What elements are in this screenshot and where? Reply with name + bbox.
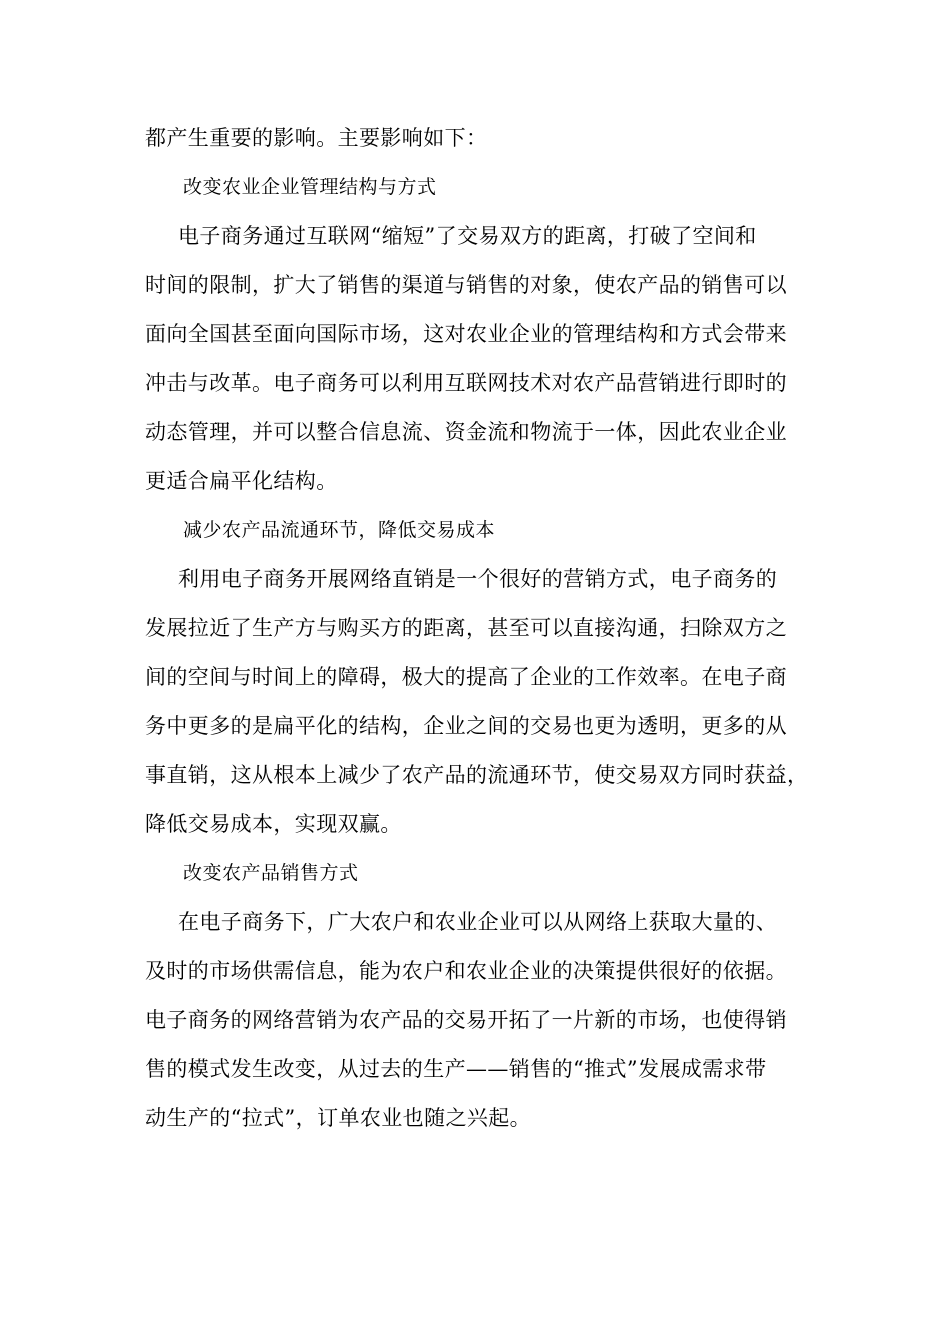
text-line: 电子商务的网络营销为农产品的交易开拓了一片新的市场，也使得销 — [145, 1008, 787, 1032]
section-heading: 改变农产品销售方式 — [183, 862, 359, 884]
text-line: 及时的市场供需信息，能为农户和农业企业的决策提供很好的依据。 — [145, 959, 787, 983]
text-line: 都产生重要的影响。主要影响如下： — [145, 126, 488, 150]
document-page — [145, 114, 810, 1143]
text-line: 务中更多的是扁平化的结构，企业之间的交易也更为透明，更多的从 — [145, 714, 787, 738]
text-line: 事直销，这从根本上减少了农产品的流通环节，使交易双方同时获益， — [145, 763, 809, 787]
paragraph-first-line: 在电子商务下，广大农户和农业企业可以从网络上获取大量的、 — [178, 910, 778, 934]
text-line: 降低交易成本，实现双赢。 — [145, 812, 402, 836]
text-line: 售的模式发生改变，从过去的生产——销售的“推式”发展成需求带 — [145, 1057, 767, 1081]
text-line: 动态管理，并可以整合信息流、资金流和物流于一体，因此农业企业 — [145, 420, 787, 444]
section-heading: 改变农业企业管理结构与方式 — [183, 176, 437, 198]
text-line: 间的空间与时间上的障碍，极大的提高了企业的工作效率。在电子商 — [145, 665, 787, 689]
paragraph-first-line: 利用电子商务开展网络直销是一个很好的营销方式，电子商务的 — [178, 567, 778, 591]
text-line: 面向全国甚至面向国际市场，这对农业企业的管理结构和方式会带来 — [145, 322, 787, 346]
text-line: 冲击与改革。电子商务可以利用互联网技术对农产品营销进行即时的 — [145, 371, 787, 395]
section-heading: 减少农产品流通环节，降低交易成本 — [183, 519, 496, 541]
text-line: 发展拉近了生产方与购买方的距离，甚至可以直接沟通，扫除双方之 — [145, 616, 787, 640]
text-line: 更适合扁平化结构。 — [145, 469, 338, 493]
text-line: 动生产的“拉式”，订单农业也随之兴起。 — [145, 1106, 532, 1130]
text-line: 时间的限制，扩大了销售的渠道与销售的对象，使农产品的销售可以 — [145, 273, 787, 297]
paragraph-first-line: 电子商务通过互联网“缩短”了交易双方的距离，打破了空间和 — [178, 224, 757, 248]
